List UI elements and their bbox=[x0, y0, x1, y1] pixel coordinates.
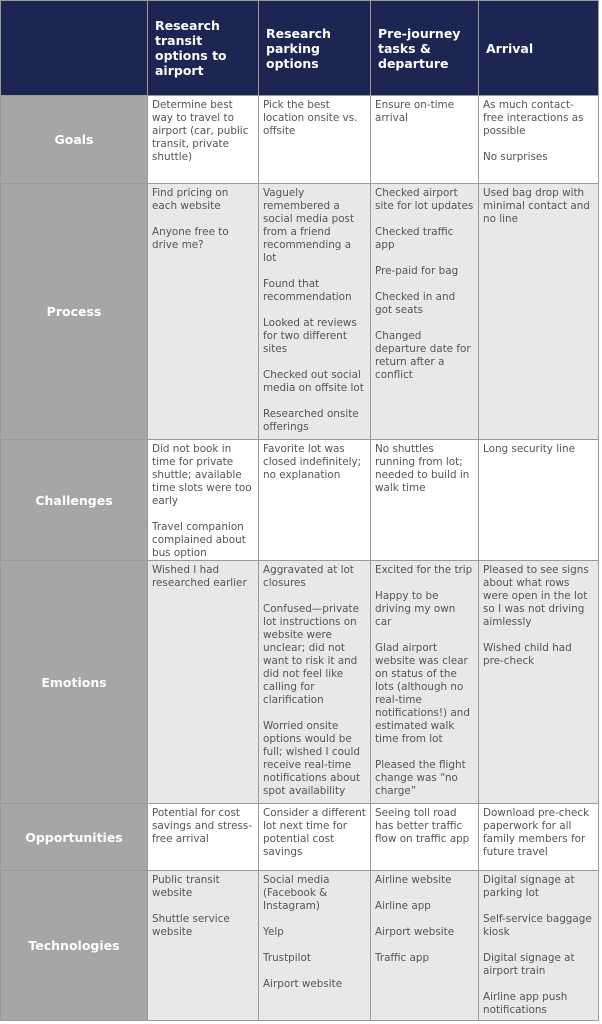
cell-item: Happy to be driving my own car bbox=[375, 590, 456, 628]
cell-item: Did not book in time for private shuttle; available time slots were too early bbox=[152, 443, 252, 507]
cell-emotions-prejourney bbox=[371, 561, 479, 804]
cell-challenges-parking bbox=[259, 440, 371, 561]
cell-item: Social media (Facebook & Instagram) bbox=[263, 874, 330, 912]
row-emotions bbox=[1, 561, 599, 804]
cell-technologies-transit bbox=[148, 871, 259, 1021]
cell-item: Travel companion complained about bus option bbox=[152, 521, 246, 559]
cell-item: Airport website bbox=[263, 978, 343, 990]
row-technologies bbox=[1, 871, 599, 1021]
cell-item: Found that recommendation bbox=[263, 278, 352, 303]
cell-item: Pleased the flight change was “no charge” bbox=[375, 759, 466, 797]
cell-process-arrival bbox=[479, 184, 599, 440]
cell-item: Find pricing on each website bbox=[152, 187, 229, 212]
cell-item: Potential for cost savings and stress-free arrival bbox=[152, 807, 253, 845]
cell-item: Airline app push notifications bbox=[483, 991, 568, 1016]
cell-technologies-arrival bbox=[479, 871, 599, 1021]
row-opportunities bbox=[1, 804, 599, 871]
cell-item: Used bag drop with minimal contact and no line bbox=[483, 187, 590, 225]
header-research-transit: Research transit options to airport bbox=[148, 1, 259, 96]
cell-item: Wished child had pre-check bbox=[483, 642, 572, 667]
cell-item: Wished I had researched earlier bbox=[152, 564, 247, 589]
row-label-challenges: Challenges bbox=[1, 440, 148, 561]
cell-item: No surprises bbox=[483, 151, 548, 163]
cell-emotions-transit bbox=[148, 561, 259, 804]
cell-technologies-parking bbox=[259, 871, 371, 1021]
header-research-parking: Research parking options bbox=[259, 1, 371, 96]
cell-opportunities-transit bbox=[148, 804, 259, 871]
cell-item: Anyone free to drive me? bbox=[152, 226, 229, 251]
cell-item: Airline website bbox=[375, 874, 452, 886]
cell-goals-transit bbox=[148, 96, 259, 184]
cell-item: Favorite lot was closed indefinitely; no explanation bbox=[263, 443, 362, 481]
cell-opportunities-prejourney bbox=[371, 804, 479, 871]
cell-technologies-prejourney bbox=[371, 871, 479, 1021]
cell-item: Confused—private lot instructions on website were unclear; did not want to risk it and did not feel like calling for clarification bbox=[263, 603, 359, 706]
row-label-goals: Goals bbox=[1, 96, 148, 184]
row-label-emotions: Emotions bbox=[1, 561, 148, 804]
cell-item: Aggravated at lot closures bbox=[263, 564, 354, 589]
cell-item: Traffic app bbox=[375, 952, 430, 964]
cell-item: Checked out social media on offsite lot bbox=[263, 369, 364, 394]
cell-item: Looked at reviews for two different sites bbox=[263, 317, 357, 355]
row-label-opportunities: Opportunities bbox=[1, 804, 148, 871]
row-challenges bbox=[1, 440, 599, 561]
cell-item: Checked in and got seats bbox=[375, 291, 456, 316]
cell-item: Determine best way to travel to airport (car, public transit, private shuttle) bbox=[152, 99, 249, 163]
cell-item: Ensure on-time arrival bbox=[375, 99, 455, 124]
cell-item: Digital signage at airport train bbox=[483, 952, 575, 977]
header-row bbox=[1, 1, 599, 96]
cell-challenges-prejourney bbox=[371, 440, 479, 561]
cell-item: Airline app bbox=[375, 900, 431, 912]
cell-goals-arrival bbox=[479, 96, 599, 184]
cell-goals-prejourney bbox=[371, 96, 479, 184]
cell-item: As much contact-free interactions as possible bbox=[483, 99, 584, 137]
cell-item: Pre-paid for bag bbox=[375, 265, 459, 277]
cell-item: Digital signage at parking lot bbox=[483, 874, 575, 899]
cell-challenges-transit bbox=[148, 440, 259, 561]
row-label-technologies: Technologies bbox=[1, 871, 148, 1021]
cell-item: Checked airport site for lot updates bbox=[375, 187, 474, 212]
cell-item: Yelp bbox=[263, 926, 284, 938]
cell-process-prejourney bbox=[371, 184, 479, 440]
header-pre-journey: Pre-journey tasks & departure bbox=[371, 1, 479, 96]
cell-item: No shuttles running from lot; needed to build in walk time bbox=[375, 443, 470, 494]
cell-process-parking bbox=[259, 184, 371, 440]
cell-item: Changed departure date for return after a conflict bbox=[375, 330, 471, 381]
row-label-process: Process bbox=[1, 184, 148, 440]
cell-opportunities-arrival bbox=[479, 804, 599, 871]
cell-item: Glad airport website was clear on status of the lots (although no real-time notifications!) and estimated walk time from lot bbox=[375, 642, 470, 745]
header-corner bbox=[1, 1, 148, 96]
cell-item: Seeing toll road has better traffic flow on traffic app bbox=[375, 807, 470, 845]
cell-item: Consider a different lot next time for potential cost savings bbox=[263, 807, 366, 858]
cell-item: Trustpilot bbox=[263, 952, 311, 964]
cell-emotions-parking bbox=[259, 561, 371, 804]
row-process bbox=[1, 184, 599, 440]
cell-item: Worried onsite options would be full; wished I could receive real-time notifications about spot availability bbox=[263, 720, 361, 797]
cell-challenges-arrival bbox=[479, 440, 599, 561]
row-goals bbox=[1, 96, 599, 184]
cell-item: Pleased to see signs about what rows were open in the lot so I was not driving aimlessly bbox=[483, 564, 589, 628]
cell-item: Shuttle service website bbox=[152, 913, 230, 938]
cell-item: Vaguely remembered a social media post from a friend recommending a lot bbox=[263, 187, 355, 264]
header-arrival: Arrival bbox=[479, 1, 599, 96]
cell-item: Download pre-check paperwork for all family members for future travel bbox=[483, 807, 590, 858]
cell-item: Public transit website bbox=[152, 874, 220, 899]
cell-item: Airport website bbox=[375, 926, 455, 938]
cell-item: Researched onsite offerings bbox=[263, 408, 359, 433]
cell-item: Checked traffic app bbox=[375, 226, 454, 251]
cell-item: Self-service baggage kiosk bbox=[483, 913, 592, 938]
cell-item: Long security line bbox=[483, 443, 575, 455]
cell-emotions-arrival bbox=[479, 561, 599, 804]
cell-process-transit bbox=[148, 184, 259, 440]
cell-item: Excited for the trip bbox=[375, 564, 473, 576]
cell-opportunities-parking bbox=[259, 804, 371, 871]
cell-goals-parking bbox=[259, 96, 371, 184]
cell-item: Pick the best location onsite vs. offsite bbox=[263, 99, 358, 137]
